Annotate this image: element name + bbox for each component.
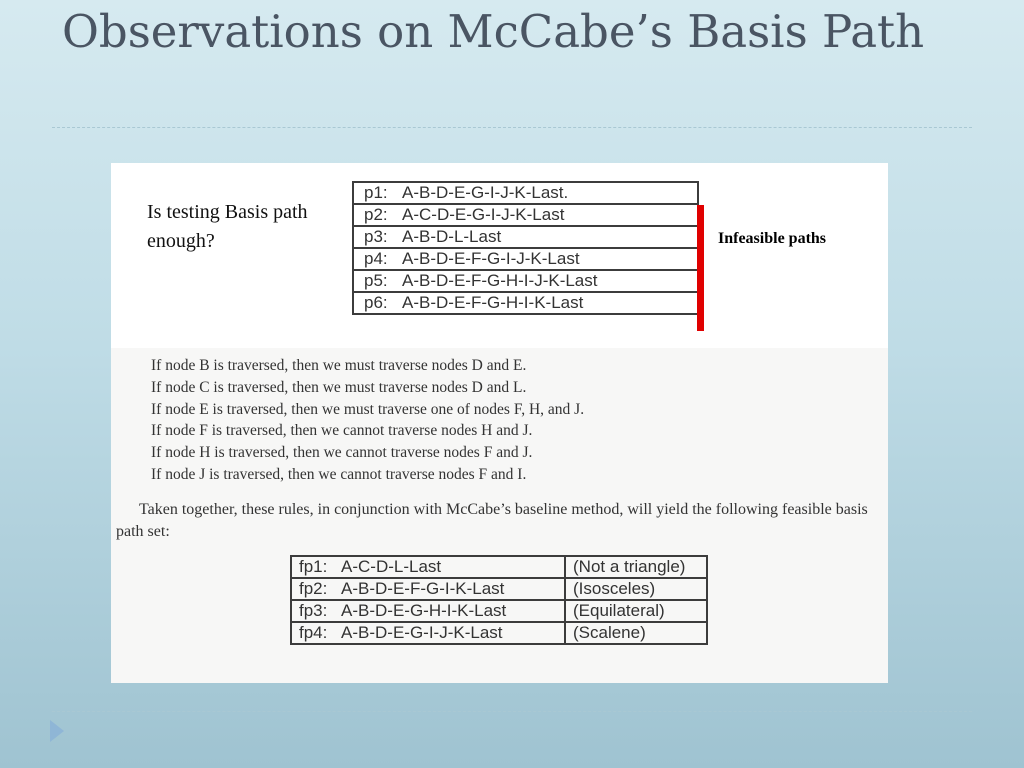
feasible-path-table	[290, 555, 708, 645]
path-value: A-B-D-E-F-G-I-K-Last	[341, 579, 505, 598]
figure-card	[111, 163, 888, 683]
basis-path-cell	[353, 204, 698, 226]
rule-line: If node B is traversed, then we must traverse nodes D and E.	[151, 357, 527, 374]
path-label: fp1:	[299, 557, 328, 576]
rule-line: If node F is traversed, then we cannot traverse nodes H and J.	[151, 422, 533, 440]
basis-path-cell	[353, 292, 698, 314]
path-value: A-B-D-E-F-G-H-I-K-Last	[402, 293, 584, 312]
feasible-path-row	[291, 556, 707, 578]
basis-path-cell	[353, 226, 698, 248]
triangle-type-cell: (Equilateral)	[565, 600, 707, 622]
question-text: Is testing Basis path enough?	[147, 201, 308, 252]
infeasible-marker-bar	[697, 205, 704, 331]
feasible-path-row	[291, 600, 707, 622]
feasible-path-cell	[291, 556, 565, 578]
rule-line: If node H is traversed, then we cannot traverse nodes F and J.	[151, 444, 533, 462]
path-value: A-B-D-L-Last	[402, 227, 502, 246]
path-value: A-C-D-E-G-I-J-K-Last	[402, 205, 565, 224]
triangle-right-icon	[50, 720, 64, 742]
slide-title: Observations on McCabe’s Basis Path	[62, 5, 925, 58]
basis-path-row	[353, 270, 698, 292]
feasible-path-row	[291, 622, 707, 644]
path-label: fp2:	[299, 579, 328, 598]
conclusion-text: Taken together, these rules, in conjunction with McCabe’s baseline method, will yield the following feasible basis path set:	[116, 501, 868, 540]
basis-path-row	[353, 292, 698, 314]
basis-path-row	[353, 248, 698, 270]
triangle-type-cell: (Scalene)	[565, 622, 707, 644]
path-value: A-B-D-E-G-H-I-K-Last	[341, 601, 507, 620]
footer-divider	[52, 711, 972, 712]
basis-path-cell	[353, 270, 698, 292]
triangle-type-cell: (Not a triangle)	[565, 556, 707, 578]
path-value: A-C-D-L-Last	[341, 557, 442, 576]
rules-list	[151, 355, 711, 486]
path-label: p1:	[364, 183, 388, 202]
path-label: p4:	[364, 249, 388, 268]
basis-path-table	[352, 181, 699, 315]
path-label: fp4:	[299, 623, 328, 642]
path-label: p5:	[364, 271, 388, 290]
triangle-type-cell: (Isosceles)	[565, 578, 707, 600]
feasible-path-cell	[291, 578, 565, 600]
path-value: A-B-D-E-G-I-J-K-Last.	[402, 183, 569, 202]
infeasible-paths-label: Infeasible paths	[718, 230, 827, 247]
path-value: A-B-D-E-G-I-J-K-Last	[341, 623, 503, 642]
rule-line: If node J is traversed, then we cannot traverse nodes F and I.	[151, 465, 527, 483]
feasible-path-cell	[291, 600, 565, 622]
path-label: p6:	[364, 293, 388, 312]
path-label: p2:	[364, 205, 388, 224]
path-value: A-B-D-E-F-G-H-I-J-K-Last	[402, 271, 598, 290]
path-label: p3:	[364, 227, 388, 246]
rule-line: If node E is traversed, then we must traverse one of nodes F, H, and J.	[151, 400, 585, 418]
rule-line: If node C is traversed, then we must traverse nodes D and L.	[151, 378, 527, 396]
feasible-path-row	[291, 578, 707, 600]
basis-path-row	[353, 204, 698, 226]
basis-path-cell	[353, 248, 698, 270]
path-value: A-B-D-E-F-G-I-J-K-Last	[402, 249, 580, 268]
basis-path-cell	[353, 182, 698, 204]
title-divider	[52, 127, 972, 128]
basis-path-row	[353, 226, 698, 248]
basis-path-row	[353, 182, 698, 204]
path-label: fp3:	[299, 601, 328, 620]
feasible-path-cell	[291, 622, 565, 644]
